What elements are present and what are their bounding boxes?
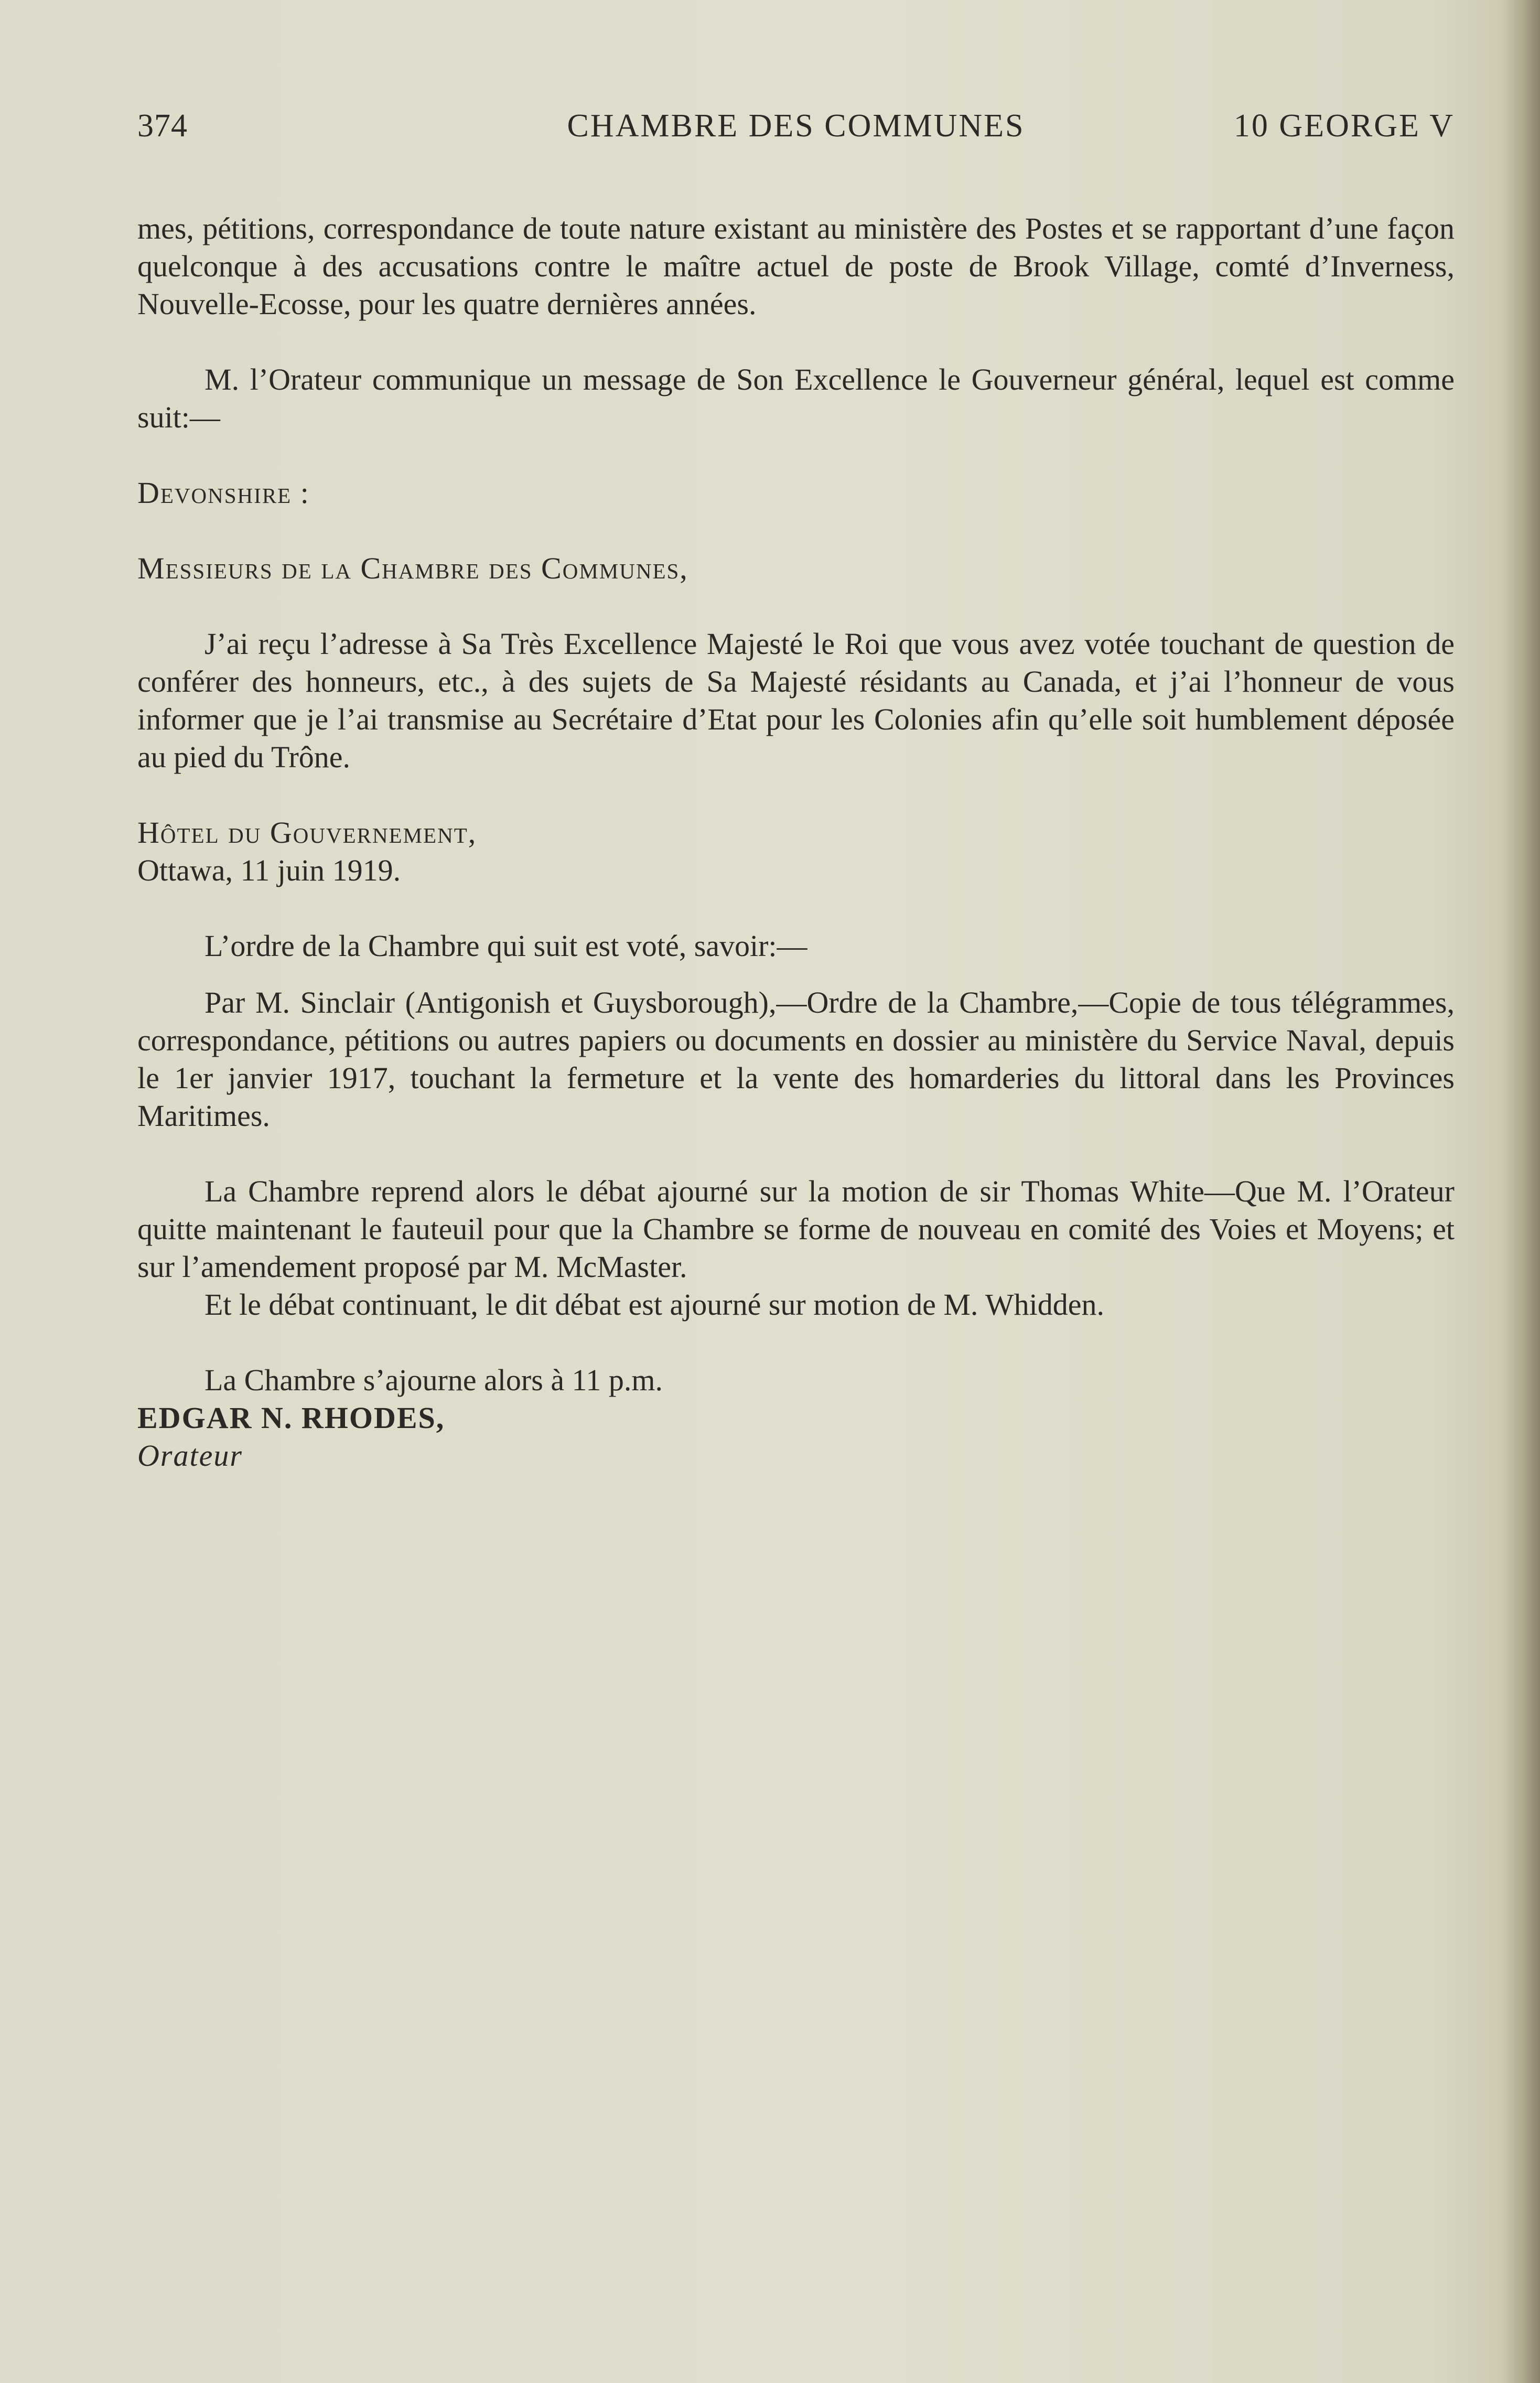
salutation: Messieurs de la Chambre des Communes, — [137, 551, 688, 585]
location-hotel: Hôtel du Gouvernement, — [137, 815, 477, 850]
page-edge-shadow — [1503, 0, 1540, 2383]
header-reign: 10 GEORGE V — [1233, 108, 1455, 144]
paragraph-order-intro: L’ordre de la Chambre qui suit est voté, savoir:— — [204, 929, 807, 963]
place-date: Ottawa, 11 juin 1919. — [137, 853, 401, 887]
paragraph-continuation: mes, pétitions, correspondance de toute nature existant au ministère des Postes et se rapportant d’une façon quelconque à des accusations contre le maître actuel de poste de Brook Village, comté d’Inverness, Nouvelle-Ecosse, pour les quatre dernières années. — [137, 211, 1455, 321]
signature-name: EDGAR N. RHODES, — [137, 1401, 445, 1435]
paragraph-adjourn: La Chambre s’ajourne alors à 11 p.m. — [204, 1363, 663, 1397]
paragraph-message-body: J’ai reçu l’adresse à Sa Très Excellence Majesté le Roi que vous avez votée touchant de question de conférer des honneurs, etc., à des sujets de Sa Majesté résidants au Canada, et j’ai l’honneur de vous informer que je l’ai transmise au Secrétaire d’Etat pour les Colonies afin qu’elle soit humblement déposée au pied du Trône. — [137, 627, 1455, 774]
page-number: 374 — [137, 108, 188, 144]
header-title: CHAMBRE DES COMMUNES — [567, 108, 1025, 144]
paragraph-message-intro: M. l’Orateur communique un message de Son Excellence le Gouverneur général, lequel est comme suit:— — [137, 362, 1455, 434]
paragraph-order-sinclair: Par M. Sinclair (Antigonish et Guysborough),—Ordre de la Chambre,—Copie de tous télégrammes, correspondance, pétitions ou autres papiers ou documents en dossier au ministère du Service Naval, depuis le 1er janvier 1917, touchant la fermeture et la vente des homarderies du littoral dans les Provinces Maritimes. — [137, 985, 1455, 1133]
signature-role: Orateur — [137, 1439, 243, 1473]
paragraph-debate: La Chambre reprend alors le débat ajourné sur la motion de sir Thomas White—Que M. l’Orateur quitte maintenant le fauteuil pour que la Chambre se forme de nouveau en comité des Voies et Moyens; et sur l’amendement proposé par M. McMaster. — [137, 1174, 1455, 1284]
paragraph-debate-adjourned: Et le débat continuant, le dit débat est ajourné sur motion de M. Whidden. — [204, 1287, 1104, 1322]
document-body — [137, 210, 1455, 1475]
sender-devonshire: Devonshire : — [137, 476, 310, 510]
running-header — [137, 108, 1455, 155]
